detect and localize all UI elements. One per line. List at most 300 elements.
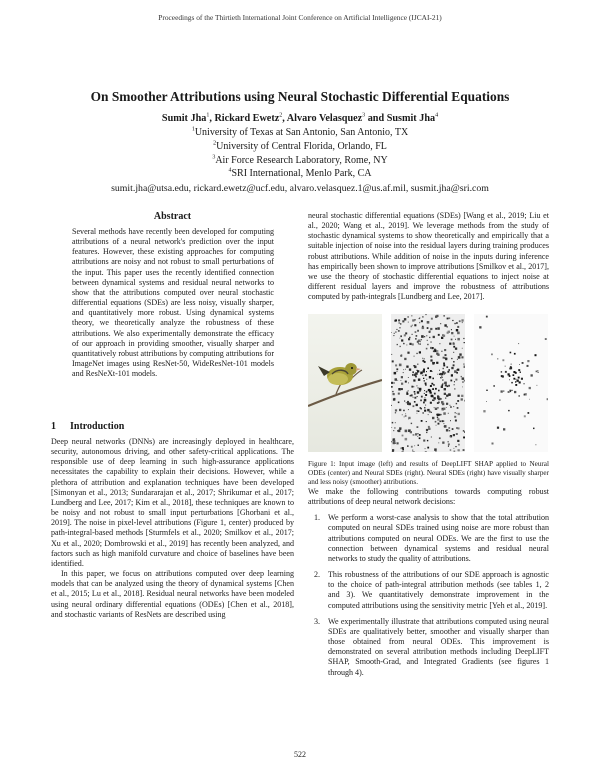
attribution-pixel — [456, 329, 458, 331]
attribution-pixel — [416, 404, 418, 406]
attribution-pixel — [400, 323, 401, 324]
list-text: This robustness of the attributions of our SDE approach is agnostic to the choice of path-integral attribution methods (see tables 1, 2 and 3). We quantitatively demonstrate improvement in the computed attributions using the sensitivity metric [Yeh et al., 2019]. — [328, 570, 549, 610]
attribution-pixel — [427, 340, 428, 341]
attribution-pixel — [442, 409, 444, 411]
attribution-pixel — [404, 318, 406, 320]
attribution-pixel — [419, 437, 421, 439]
attribution-pixel — [411, 423, 412, 424]
attribution-pixel — [538, 372, 539, 373]
attribution-pixel — [430, 370, 432, 372]
attribution-pixel — [414, 356, 415, 357]
attribution-pixel — [413, 405, 415, 407]
attribution-pixel — [430, 328, 432, 330]
attribution-pixel — [437, 350, 438, 351]
attribution-pixel — [448, 413, 449, 414]
attribution-pixel — [431, 412, 432, 413]
attribution-pixel — [497, 358, 498, 359]
attribution-pixel — [442, 383, 443, 384]
attribution-pixel — [400, 335, 402, 337]
attribution-pixel — [459, 320, 461, 322]
attribution-pixel — [450, 437, 451, 438]
list-number: 3. — [314, 616, 321, 626]
attribution-pixel — [414, 366, 416, 368]
attribution-pixel — [453, 346, 455, 348]
attribution-pixel — [453, 364, 455, 366]
attribution-pixel — [404, 334, 406, 336]
attribution-pixel — [511, 364, 512, 365]
attribution-pixel — [417, 364, 418, 365]
attribution-pixel — [440, 323, 441, 324]
attribution-pixel — [448, 446, 449, 447]
attribution-pixel — [422, 358, 423, 359]
attribution-pixel — [455, 379, 457, 381]
attribution-pixel — [432, 388, 434, 390]
attribution-pixel — [442, 379, 443, 380]
attribution-pixel — [450, 436, 451, 437]
section-heading-introduction — [51, 421, 138, 432]
author-mark: 4 — [435, 112, 439, 119]
attribution-pixel — [429, 411, 431, 413]
attribution-pixel — [401, 354, 402, 355]
attribution-pixel — [444, 382, 447, 385]
attribution-pixel — [406, 345, 407, 346]
author-mark: 2 — [279, 112, 283, 119]
attribution-pixel — [505, 371, 507, 373]
attribution-pixel — [458, 449, 460, 451]
attribution-pixel — [406, 402, 407, 403]
right-column-paragraph: neural stochastic differential equations (SDEs) [Wang et al., 2019; Liu et al., 2020; Wang et al., 2019]. We leverage methods from the study of stochastic dynamical systems to show theoretically and empirically that a suitable injection of noise into the residual layers during training produces robust attributions. While addition of noise in the inputs during inference has empirically been shown to improve attributions [Smilkov et al., 2017], we use the theory of stochastic differential equations to inject noise at different residual layers and improve the robustness of attributions computed by path-integrals [Lundberg and Lee, 2017]. — [308, 211, 549, 302]
attribution-pixel — [423, 369, 425, 371]
attribution-pixel — [434, 448, 437, 451]
attribution-pixel — [444, 425, 447, 428]
attribution-pixel — [397, 344, 398, 345]
attribution-pixel — [414, 393, 416, 395]
attribution-pixel — [491, 354, 493, 356]
affiliation-mark: 4 — [228, 167, 232, 174]
attribution-pixel — [453, 352, 454, 353]
attribution-pixel — [425, 384, 427, 386]
attribution-pixel — [518, 343, 519, 344]
affiliation — [0, 141, 600, 152]
affiliation-mark: 1 — [191, 126, 195, 133]
attribution-pixel — [409, 337, 410, 338]
attribution-pixel — [415, 372, 418, 375]
attribution-pixel — [407, 402, 410, 405]
attribution-pixel — [407, 401, 409, 403]
attribution-pixel — [393, 440, 395, 442]
attribution-pixel — [448, 369, 450, 371]
attribution-pixel — [459, 353, 461, 355]
attribution-pixel — [427, 327, 429, 329]
attribution-pixel — [408, 377, 409, 378]
attribution-pixel — [426, 335, 427, 336]
attribution-pixel — [441, 376, 442, 377]
attribution-pixel — [454, 388, 455, 389]
attribution-pixel — [402, 414, 403, 415]
attribution-pixel — [412, 371, 414, 373]
attribution-pixel — [441, 386, 443, 388]
attribution-pixel — [492, 443, 494, 445]
attribution-pixel — [415, 376, 417, 378]
attribution-pixel — [450, 406, 452, 408]
attribution-pixel — [392, 360, 394, 362]
attribution-pixel — [443, 368, 444, 369]
attribution-pixel — [405, 332, 407, 334]
attribution-pixel — [417, 385, 418, 386]
attribution-pixel — [448, 394, 450, 396]
attribution-pixel — [450, 405, 451, 406]
attribution-pixel — [443, 363, 445, 365]
attribution-pixel — [440, 377, 441, 378]
attribution-pixel — [529, 399, 530, 400]
attribution-pixel — [417, 396, 418, 397]
attribution-pixel — [416, 353, 417, 354]
attribution-pixel — [424, 390, 425, 391]
attribution-pixel — [425, 451, 427, 452]
attribution-pixel — [445, 398, 446, 399]
attribution-pixel — [394, 333, 395, 334]
attribution-pixel — [437, 418, 439, 420]
attribution-pixel — [417, 391, 419, 393]
attribution-pixel — [457, 440, 459, 442]
attribution-pixel — [414, 445, 415, 446]
attribution-pixel — [411, 386, 413, 388]
attribution-pixel — [462, 387, 463, 388]
attribution-pixel — [446, 407, 447, 408]
attribution-pixel — [463, 449, 465, 451]
attribution-pixel — [425, 394, 427, 396]
attribution-pixel — [401, 376, 403, 378]
attribution-pixel — [438, 334, 440, 336]
attribution-pixel — [426, 421, 427, 422]
attribution-pixel — [420, 400, 422, 402]
attribution-pixel — [407, 316, 409, 318]
attribution-pixel — [455, 348, 457, 350]
attribution-pixel — [451, 374, 453, 376]
attribution-pixel — [463, 437, 465, 439]
attribution-pixel — [434, 393, 436, 395]
attribution-pixel — [417, 426, 419, 428]
attribution-pixel — [394, 427, 396, 429]
attribution-pixel — [404, 417, 405, 418]
attribution-pixel — [452, 320, 453, 321]
attribution-pixel — [412, 343, 414, 345]
attribution-pixel — [397, 442, 399, 444]
attribution-pixel — [395, 443, 396, 444]
attribution-pixel — [412, 450, 413, 451]
attribution-pixel — [437, 327, 440, 330]
attribution-pixel — [437, 417, 438, 418]
attribution-pixel — [435, 316, 437, 318]
author-mark: 3 — [362, 112, 366, 119]
attribution-pixel — [401, 339, 403, 341]
attribution-pixel — [397, 380, 398, 381]
attribution-pixel — [391, 405, 392, 406]
attribution-pixel — [451, 339, 453, 341]
attribution-pixel — [418, 379, 420, 381]
attribution-pixel — [403, 369, 404, 370]
attribution-pixel — [456, 372, 458, 374]
attribution-pixel — [422, 375, 423, 376]
attribution-pixel — [398, 319, 400, 321]
attribution-pixel — [451, 329, 452, 330]
attribution-pixel — [433, 350, 435, 352]
attribution-pixel — [502, 375, 504, 377]
affiliation-text: University of Texas at San Antonio, San Antonio, TX — [194, 127, 409, 138]
attribution-pixel — [430, 402, 432, 404]
page-number: 522 — [294, 750, 306, 759]
attribution-pixel — [405, 415, 407, 417]
attribution-pixel — [511, 390, 512, 391]
attribution-pixel — [418, 387, 419, 388]
attribution-pixel — [443, 365, 445, 367]
attribution-pixel — [396, 368, 398, 370]
attribution-pixel — [414, 391, 416, 393]
attribution-pixel — [457, 369, 459, 371]
attribution-pixel — [438, 390, 440, 392]
attribution-pixel — [444, 373, 445, 374]
attribution-pixel — [391, 332, 392, 333]
attribution-pixel — [433, 336, 435, 338]
attribution-pixel — [519, 364, 520, 365]
attribution-pixel — [508, 373, 510, 375]
attribution-pixel — [433, 384, 434, 385]
abstract-text: Several methods have recently been developed for computing attributions of a neural network's prediction over the input features. However, these existing approaches for computing attributions are noisy and not robust to small perturbations of the input. This paper uses the recently identified connection between dynamical systems and residual neural networks to show that the attributions computed over neural stochastic differential equations (SDEs) are less noisy, visually sharper, and quantitatively more robust. Using dynamical systems theory, we theoretically analyze the robustness of these attributions. We also experimentally demonstrate the efficacy of our approach in providing smoother, visually sharper and quantitatively robust attributions by computing attributions for ImageNet images using ResNet-50, WideResNet-101 models and ResNeXt-101 models. — [72, 227, 274, 379]
attribution-pixel — [424, 358, 425, 359]
attribution-pixel — [391, 354, 392, 355]
attribution-pixel — [424, 399, 427, 402]
attribution-pixel — [392, 449, 394, 451]
attribution-pixel — [426, 371, 427, 372]
author-emails: sumit.jha@utsa.edu, rickard.ewetz@ucf.edu, alvaro.velasquez.1@us.af.mil, susmit.jha@sri.com — [111, 183, 489, 194]
attribution-pixel — [457, 400, 459, 402]
attribution-pixel — [535, 354, 537, 356]
attribution-pixel — [437, 354, 439, 356]
attribution-pixel — [447, 318, 449, 320]
attribution-pixel — [419, 434, 421, 436]
attribution-pixel — [453, 343, 455, 345]
affiliation — [0, 168, 600, 179]
attribution-pixel — [425, 397, 426, 398]
attribution-pixel — [399, 327, 400, 328]
paragraph: Deep neural networks (DNNs) are increasingly deployed in healthcare, security, autonomous driving, and other safety-critical applications. The responsible use of deep learning in such high-assurance applications necessitates the capability to explain their decisions. However, while a plethora of attribution and explanation techniques have been developed [Simonyan et al., 2013; Sundararajan et al., 2017; Shrikumar et al., 2017; Lundberg and Lee, 2017; Kim et al., 2018], these techniques are known to be noisy and not robust to small input perturbations [Ghorbani et al., 2019]. The noise in pixel-level attributions (Figure 1, center) produced by path-integral-based methods [Sturmfels et al., 2020; Smilkov et al., 2017; Xu et al., 2020; Dombrowski et al., 2019] has recently been analyzed, and factors such as high manifold curvature and choice of baselines have been identified. — [51, 437, 294, 568]
attribution-pixel — [420, 373, 422, 375]
attribution-pixel — [449, 317, 451, 319]
attribution-pixel — [437, 374, 438, 375]
attribution-pixel — [418, 411, 420, 413]
attribution-pixel — [456, 433, 458, 435]
attribution-pixel — [510, 391, 511, 392]
attribution-pixel — [462, 377, 465, 380]
attribution-pixel — [521, 378, 523, 380]
attribution-pixel — [418, 445, 420, 447]
attribution-pixel — [416, 335, 418, 337]
attribution-pixel — [417, 341, 419, 343]
attribution-pixel — [402, 447, 404, 449]
attribution-pixel — [429, 376, 431, 378]
attribution-pixel — [428, 426, 430, 428]
attribution-pixel — [454, 450, 456, 452]
attribution-pixel — [458, 395, 460, 397]
attribution-pixel — [514, 391, 516, 393]
attribution-pixel — [391, 441, 392, 442]
attribution-pixel — [425, 448, 426, 449]
attribution-pixel — [426, 379, 427, 380]
attribution-pixel — [513, 378, 515, 380]
attribution-pixel — [501, 390, 503, 392]
attribution-pixel — [446, 366, 448, 368]
attribution-pixel — [430, 356, 432, 358]
attribution-pixel — [399, 338, 400, 339]
attribution-pixel — [439, 437, 441, 439]
attribution-pixel — [454, 384, 455, 385]
attribution-pixel — [411, 446, 413, 448]
attribution-pixel — [435, 328, 437, 330]
attribution-pixel — [454, 336, 455, 337]
attribution-pixel — [396, 329, 397, 330]
attribution-pixel — [444, 388, 446, 390]
attribution-pixel — [395, 412, 396, 413]
attribution-pixel — [419, 351, 421, 353]
author-name: Sumit Jha — [161, 113, 207, 124]
attribution-pixel — [411, 394, 413, 396]
attribution-pixel — [444, 324, 446, 326]
list-number: 1. — [314, 513, 321, 523]
attribution-pixel — [414, 319, 415, 320]
attribution-pixel — [422, 326, 423, 327]
attribution-pixel — [437, 395, 439, 397]
attribution-pixel — [413, 379, 415, 381]
attribution-pixel — [395, 378, 398, 381]
attribution-pixel — [455, 420, 457, 422]
attribution-pixel — [435, 388, 437, 390]
attribution-pixel — [427, 367, 429, 369]
attribution-pixel — [518, 369, 519, 370]
author-name: Susmit Jha — [386, 113, 436, 124]
attribution-pixel — [463, 430, 465, 432]
input-image-bird — [308, 314, 382, 452]
attribution-pixel — [524, 394, 526, 396]
attribution-pixel — [394, 372, 397, 375]
attribution-pixel — [407, 445, 409, 447]
attribution-pixel — [443, 315, 445, 317]
attribution-pixel — [424, 380, 425, 381]
attribution-pixel — [409, 369, 411, 371]
attribution-pixel — [536, 444, 537, 445]
attribution-pixel — [432, 400, 433, 401]
attribution-pixel — [462, 348, 463, 349]
affiliation-text: Air Force Research Laboratory, Rome, NY — [215, 155, 388, 166]
attribution-pixel — [401, 383, 403, 385]
attribution-pixel — [432, 417, 434, 419]
attribution-pixel — [509, 379, 510, 380]
attribution-pixel — [412, 325, 413, 326]
attribution-pixel — [433, 400, 434, 401]
attribution-pixel — [422, 316, 424, 318]
attribution-pixel — [527, 365, 529, 367]
attribution-pixel — [414, 401, 416, 403]
attribution-pixel — [425, 405, 426, 406]
affiliation-text: University of Central Florida, Orlando, FL — [216, 141, 387, 152]
attribution-pixel — [451, 367, 453, 369]
attribution-pixel — [415, 433, 417, 435]
attribution-pixel — [455, 412, 456, 413]
attribution-pixel — [418, 433, 419, 434]
attribution-pixel — [408, 409, 409, 410]
author-mark: 1 — [206, 112, 210, 119]
contribution-list — [308, 513, 549, 677]
affiliation-mark: 2 — [213, 140, 217, 147]
attribution-pixel — [444, 349, 446, 351]
attribution-pixel — [405, 369, 406, 370]
attribution-pixel — [515, 379, 516, 380]
author-separator: , — [209, 113, 212, 124]
attribution-pixel — [446, 403, 448, 405]
attribution-pixel — [428, 428, 430, 430]
attribution-pixel — [464, 431, 465, 433]
attribution-pixel — [406, 366, 408, 368]
attribution-pixel — [465, 400, 466, 402]
attribution-pixel — [456, 403, 457, 404]
attribution-pixel — [439, 343, 440, 344]
attribution-pixel — [391, 382, 393, 384]
attribution-pixel — [456, 322, 458, 324]
attribution-pixel — [451, 332, 453, 334]
attribution-pixel — [438, 442, 439, 443]
attribution-pixel — [456, 413, 457, 414]
attribution-pixel — [427, 321, 430, 324]
attribution-pixel — [422, 412, 424, 414]
attribution-pixel — [413, 452, 415, 453]
attribution-pixel — [411, 315, 412, 316]
attribution-pixel — [421, 320, 423, 322]
attribution-pixel — [417, 370, 419, 372]
attribution-pixel — [402, 451, 404, 452]
attribution-pixel — [429, 331, 431, 333]
attribution-pixel — [448, 331, 450, 333]
attribution-pixel — [444, 393, 446, 395]
attribution-pixel — [501, 371, 502, 372]
attribution-pixel — [450, 449, 452, 451]
attribution-pixel — [432, 378, 434, 380]
attribution-pixel — [421, 339, 422, 340]
attribution-pixel — [397, 371, 398, 372]
author-separator: , — [282, 113, 285, 124]
list-text: We perform a worst-case analysis to show that the total attribution computed on neural SDEs trained using noise are more robust than attributions computed on neural ODEs. We are the first to use the connection between dynamical systems and residual neural networks to study the quality of attributions. — [328, 513, 549, 563]
attribution-pixel — [426, 314, 427, 315]
attribution-pixel — [429, 390, 431, 392]
attribution-pixel — [403, 410, 405, 412]
attribution-pixel — [430, 347, 432, 349]
attribution-pixel — [435, 451, 436, 452]
attribution-pixel — [424, 393, 425, 394]
attribution-pixel — [461, 319, 463, 321]
attribution-pixel — [503, 390, 504, 391]
attribution-pixel — [461, 395, 463, 397]
attribution-pixel — [407, 352, 409, 354]
attribution-pixel — [418, 343, 419, 344]
attribution-pixel — [454, 448, 455, 449]
attribution-pixel — [426, 348, 428, 350]
abstract-heading: Abstract — [153, 211, 192, 222]
attribution-pixel — [408, 322, 409, 323]
neural-sde-attribution-map — [474, 314, 548, 452]
attribution-pixel — [424, 336, 425, 337]
attribution-pixel — [445, 384, 447, 386]
attribution-pixel — [399, 409, 401, 411]
attribution-pixel — [537, 385, 538, 386]
attribution-pixel — [502, 359, 504, 361]
